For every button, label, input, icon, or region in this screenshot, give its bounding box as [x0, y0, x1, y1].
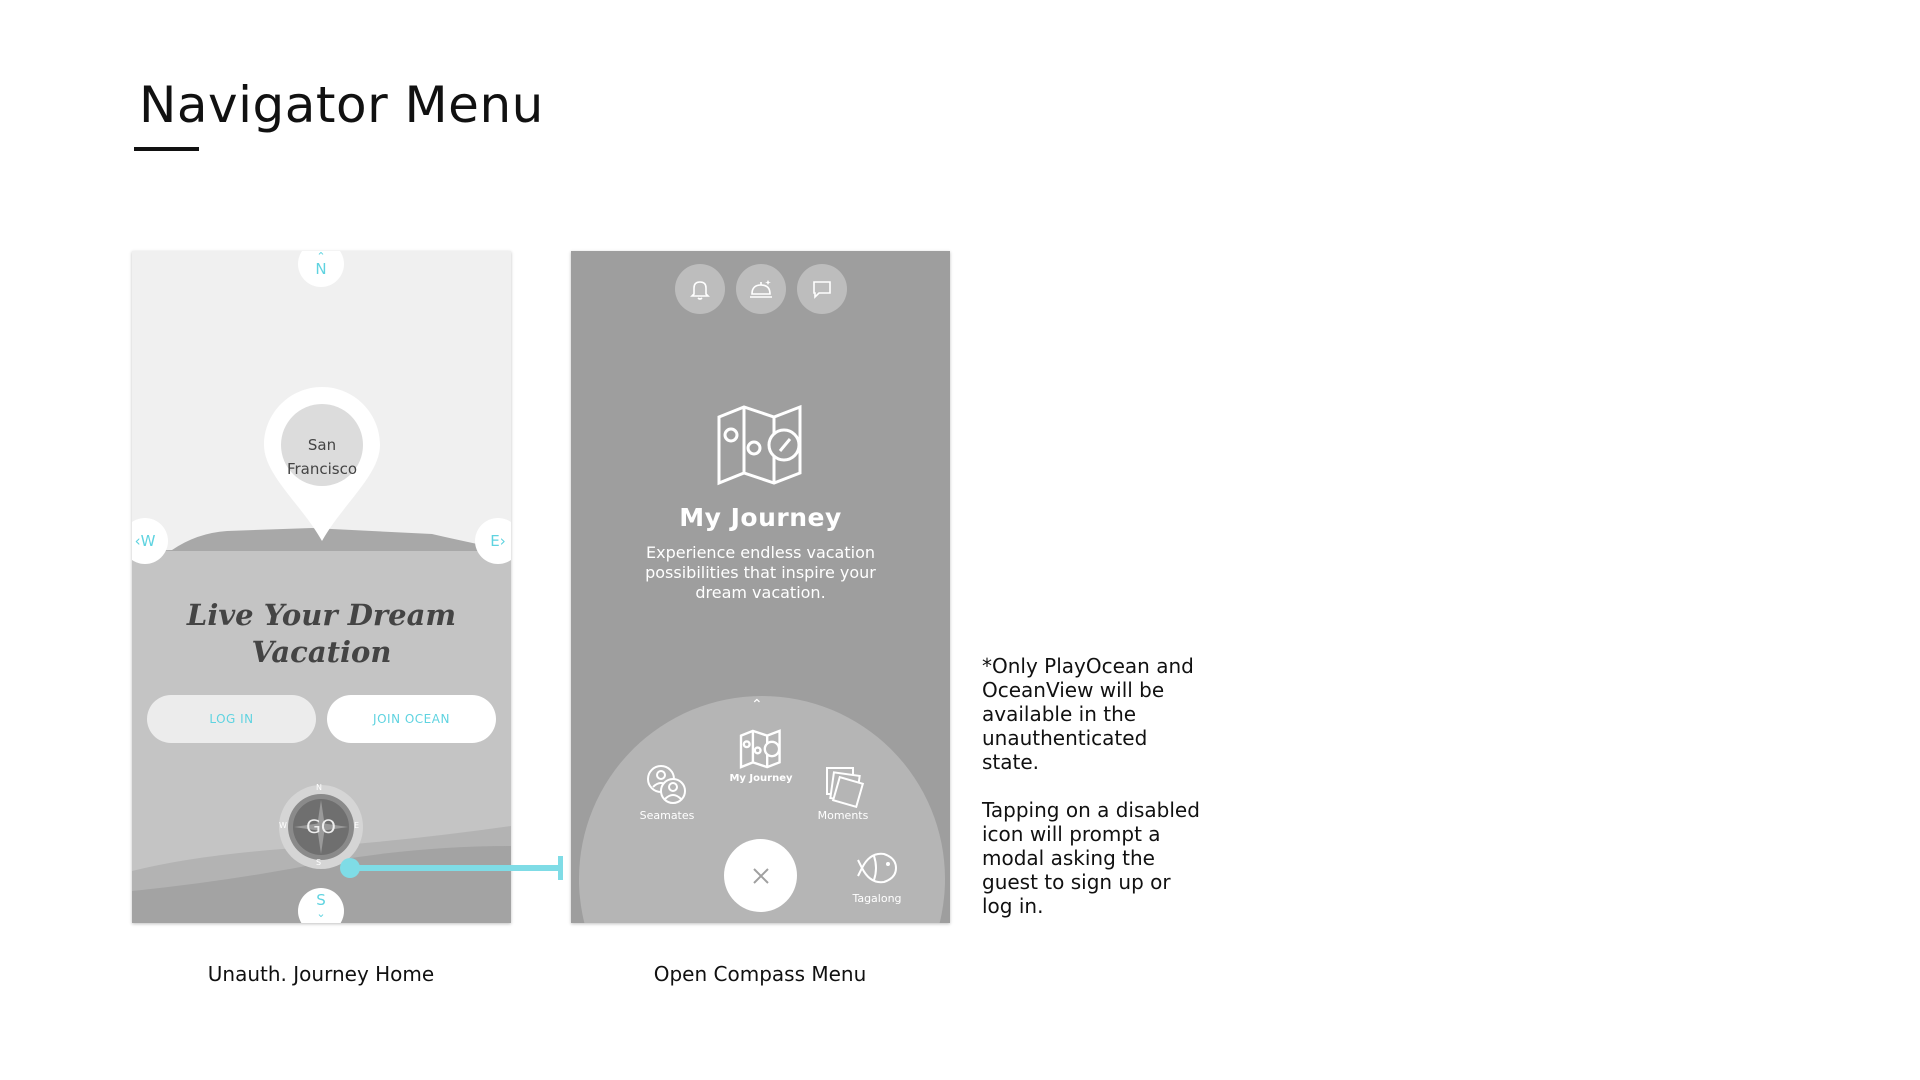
go-w-label: W	[279, 821, 287, 830]
chevron-right-icon: ›	[499, 531, 506, 550]
go-s-label: S	[316, 858, 322, 867]
note-paragraph-2: Tapping on a disabled icon will prompt a modal asking the guest to sign up or log in.	[982, 798, 1200, 918]
page-title: Navigator Menu	[139, 76, 544, 134]
menu-label-moments: Moments	[817, 809, 869, 822]
go-e-label: E	[354, 821, 360, 830]
chevron-up-icon[interactable]: ⌃	[751, 697, 763, 713]
fish-icon	[856, 848, 900, 888]
annotation-note	[982, 654, 1202, 942]
chevron-left-icon: ‹	[134, 531, 141, 550]
menu-item-seamates[interactable]	[645, 763, 689, 807]
menu-item-moments[interactable]	[823, 766, 865, 808]
journey-home-screen	[132, 251, 511, 923]
menu-label-tagalong: Tagalong	[852, 892, 902, 905]
location-label	[275, 416, 369, 498]
compass-menu-screen	[571, 251, 950, 923]
headline	[132, 597, 511, 671]
menu-item-tagalong[interactable]	[856, 848, 900, 888]
transition-connector	[340, 855, 570, 885]
bell-icon	[688, 277, 712, 301]
south-label: S	[316, 891, 326, 909]
north-label: N	[315, 260, 327, 278]
photos-icon	[823, 766, 865, 808]
close-icon	[751, 866, 771, 886]
caption-compass-menu: Open Compass Menu	[653, 962, 867, 986]
location-line1: San	[307, 436, 337, 454]
headline-line1: Live Your Dream	[186, 598, 457, 632]
chevron-up-icon: ⌃	[316, 251, 326, 263]
menu-label-seamates: Seamates	[639, 809, 695, 822]
chevron-down-icon: ⌄	[316, 907, 326, 920]
east-label: E	[490, 531, 500, 550]
people-icon	[645, 763, 689, 807]
title-underline	[134, 147, 199, 151]
map-icon	[716, 403, 806, 487]
go-n-label: N	[316, 783, 322, 792]
messages-button[interactable]	[797, 264, 847, 314]
join-ocean-button[interactable]: JOIN OCEAN	[327, 695, 496, 743]
west-label: W	[140, 531, 156, 550]
note-paragraph-1: *Only PlayOcean and OceanView will be available in the unauthenticated state.	[982, 654, 1194, 774]
go-label: GO	[306, 816, 336, 838]
notifications-button[interactable]	[675, 264, 725, 314]
service-bell-icon	[748, 277, 774, 301]
service-button[interactable]	[736, 264, 786, 314]
close-button[interactable]	[724, 839, 797, 912]
menu-item-my-journey[interactable]	[739, 729, 783, 769]
feature-title: My Journey	[679, 503, 842, 532]
menu-label-my-journey: My Journey	[729, 773, 793, 784]
login-button[interactable]: LOG IN	[147, 695, 316, 743]
caption-journey-home: Unauth. Journey Home	[207, 962, 435, 986]
feature-description: Experience endless vacation possibilities that inspire your dream vacation.	[645, 543, 876, 602]
chat-icon	[810, 277, 834, 301]
map-icon	[739, 729, 783, 769]
location-line2: Francisco	[286, 460, 358, 478]
headline-line2: Vacation	[251, 635, 392, 669]
